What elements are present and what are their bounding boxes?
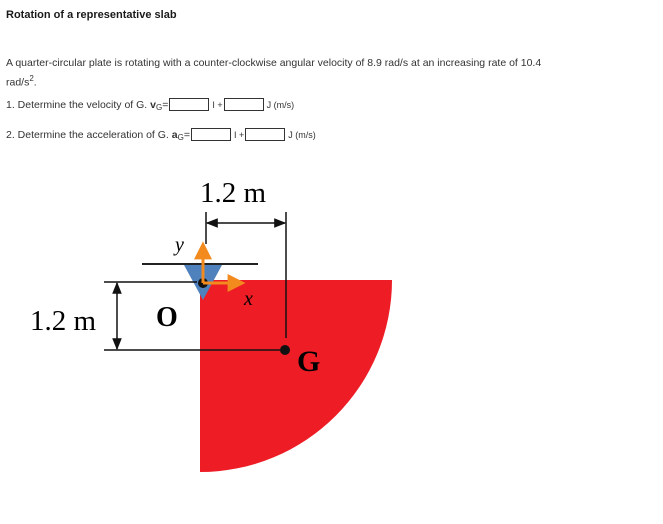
- acceleration-eq: =: [183, 128, 190, 141]
- y-axis-label: y: [175, 234, 184, 256]
- top-dimension-label: 1.2 m: [200, 177, 267, 209]
- problem-exponent: 2: [29, 74, 34, 83]
- acceleration-i-label: I +: [233, 129, 245, 140]
- question-acceleration-prefix: 2. Determine the acceleration of G.: [6, 128, 169, 141]
- left-dimension-label: 1.2 m: [30, 305, 97, 337]
- velocity-j-label: J (m/s): [266, 99, 295, 110]
- velocity-i-label: I +: [212, 99, 223, 110]
- problem-text: A quarter-circular plate is rotating with a counter-clockwise angular velocity of 8.9 rad/s at an increasing rate of 10.4: [6, 57, 542, 69]
- velocity-eq: =: [162, 98, 169, 111]
- acceleration-sub: G: [177, 133, 184, 142]
- velocity-var: v: [150, 98, 156, 111]
- velocity-sub: G: [156, 103, 163, 112]
- problem-end: .: [33, 76, 37, 89]
- quarter-circle-plate: [200, 280, 392, 472]
- centroid-g-point: [280, 345, 290, 355]
- page-title: Rotation of a representative slab: [6, 9, 177, 21]
- acceleration-j-label: J (m/s): [288, 129, 316, 140]
- acceleration-var: a: [171, 128, 178, 141]
- problem-unit: rad/s: [6, 76, 30, 89]
- x-axis-label: x: [244, 288, 253, 310]
- centroid-g-label: G: [297, 345, 321, 378]
- question-velocity-prefix: 1. Determine the velocity of G.: [6, 98, 148, 111]
- origin-label: O: [156, 302, 178, 333]
